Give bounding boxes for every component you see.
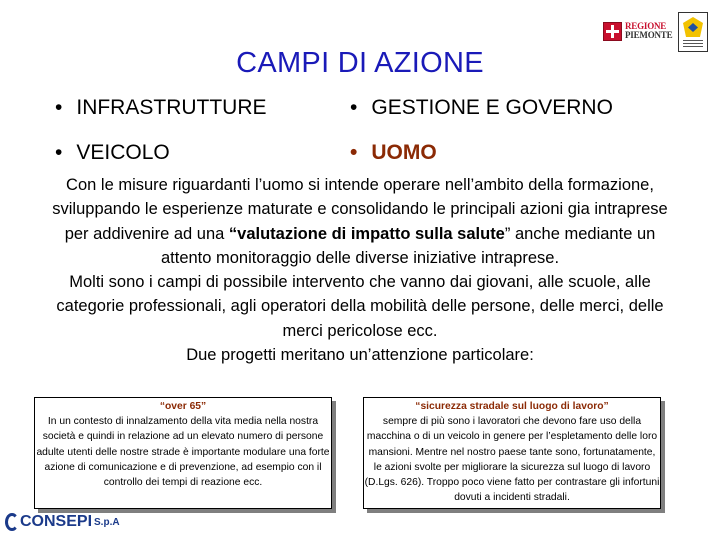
- project-box-sicurezza: [363, 397, 661, 509]
- shield-icon: [683, 17, 703, 37]
- regione-logo-line1: REGIONE: [625, 21, 667, 31]
- bullet-item-uomo: [350, 141, 437, 165]
- body-paragraph-1: Con le misure riguardanti l’uomo si intende operare nell’ambito della formazione, sviluppando le esperienze maturate e consolidando le principali azioni gia intraprese per addivenire ad una “valutazione di impatto sulla salute” anche mediante un attento monitoraggio delle diverse iniziative intraprese.: [52, 176, 668, 267]
- regione-logo-line2: PIEMONTE: [625, 30, 673, 40]
- bullet-icon: •: [55, 96, 63, 119]
- page-title: CAMPI DI AZIONE: [236, 47, 484, 79]
- consepi-logo: [5, 510, 130, 534]
- emblem-lines: [683, 40, 703, 47]
- project-box-title: “sicurezza stradale sul luogo di lavoro”: [415, 401, 609, 412]
- body-paragraph-2: Molti sono i campi di possibile intervento che vanno dai giovani, alle scuole, alle categorie professionali, agli operatori della mobilità delle persone, delle merci, delle merci pericolose ecc.: [56, 273, 664, 340]
- bullet-icon: •: [55, 141, 63, 164]
- regione-cross-icon: [603, 22, 622, 41]
- consepi-suffix: S.p.A: [94, 516, 120, 528]
- bullet-icon: •: [350, 96, 358, 119]
- body-paragraph-3: Due progetti meritano un’attenzione particolare:: [186, 346, 534, 365]
- regione-piemonte-logo: [603, 18, 675, 44]
- bullet-item-infrastrutture: [55, 96, 267, 120]
- bullet-label: INFRASTRUTTURE: [76, 96, 267, 119]
- body-text: [40, 173, 680, 367]
- bullet-label: GESTIONE E GOVERNO: [371, 96, 613, 119]
- bullet-item-veicolo: [55, 141, 170, 165]
- bullet-icon: •: [350, 141, 358, 164]
- highlight-phrase: “valutazione di impatto sulla salute: [228, 224, 505, 243]
- project-box-over65: [34, 397, 332, 509]
- bullet-label: VEICOLO: [76, 141, 170, 164]
- consepi-name: CONSEPI: [20, 513, 93, 530]
- bullet-label: UOMO: [371, 141, 437, 164]
- project-box-title: “over 65”: [159, 401, 207, 412]
- project-box-text: In un contesto di innalzamento della vita media nella nostra società e quindi in relazione ad un elevato numero di persone adulte utenti delle nostre strade è importante modulare una forte azione di comunicazione e di prevenzione, ad esempio con il controllo dei tempi di reazione ecc.: [36, 416, 330, 489]
- consepi-swirl-icon: [5, 513, 19, 531]
- emblem-logo: [678, 12, 708, 52]
- project-box-text: sempre di più sono i lavoratori che devono fare uso della macchina o di un veicolo in genere per l’espletamento delle loro mansioni. Mentre nel nostro paese tante sono, fortunatamente, le azioni svolte per migliorare la sicurezza sul luogo di lavoro (D.Lgs. 626). Troppo poco viene fatto per contrastare gli infortuni dovuti a incidenti stradali.: [364, 416, 660, 504]
- bullet-item-gestione: [350, 96, 613, 120]
